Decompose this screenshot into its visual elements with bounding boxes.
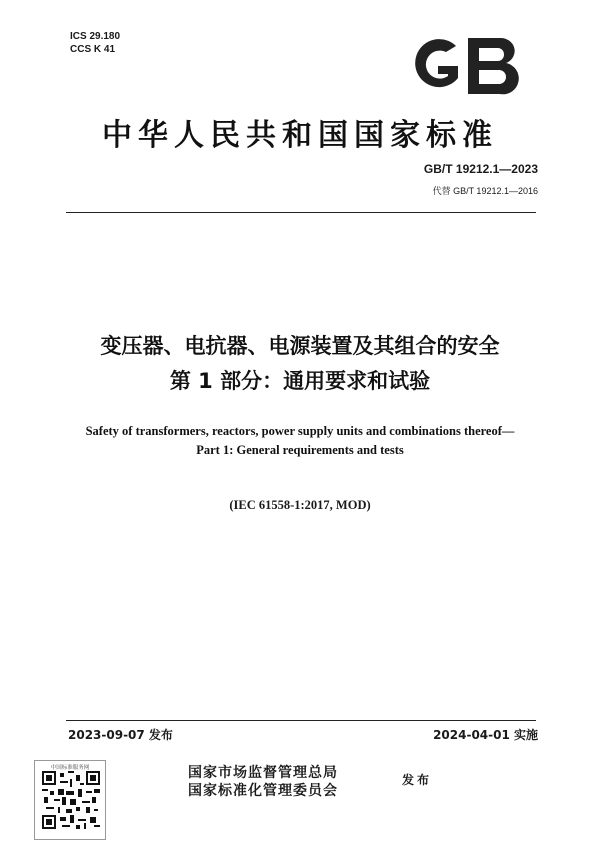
ics-code: ICS 29.180 (70, 31, 121, 42)
top-divider (66, 212, 536, 213)
replaces-standard: 代替 GB/T 19212.1—2016 (432, 186, 538, 196)
qr-caption: 中国标准服务网 (50, 765, 90, 771)
implementation-date: 2024-04-01 实施 (433, 728, 538, 742)
publish-date: 2023-09-07 发布 (68, 728, 173, 742)
classification-codes (70, 30, 120, 56)
gb-logo (398, 32, 526, 100)
bottom-divider (66, 720, 536, 721)
english-title-line1: Safety of transformers, reactors, power supply units and combinations thereof— (85, 424, 515, 438)
issuer-sac: 国家标准化管理委员会 (188, 783, 338, 799)
chinese-title-line1: 变压器、电抗器、电源装置及其组合的安全 (100, 334, 500, 358)
qr-code-icon (42, 771, 100, 829)
national-standard-title: 中华人民共和国国家标准 (102, 118, 498, 153)
qr-code-sticker[interactable] (34, 760, 106, 840)
english-title-line2: Part 1: General requirements and tests (196, 443, 404, 457)
standard-number: GB/T 19212.1—2023 (423, 162, 538, 176)
issuer-samr: 国家市场监督管理总局 (188, 765, 338, 781)
issue-label: 发布 (402, 773, 433, 787)
ccs-code: CCS K 41 (70, 44, 116, 55)
chinese-title-line2: 第 1 部分：通用要求和试验 (169, 369, 431, 393)
iec-reference: (IEC 61558-1:2017, MOD) (229, 498, 371, 512)
